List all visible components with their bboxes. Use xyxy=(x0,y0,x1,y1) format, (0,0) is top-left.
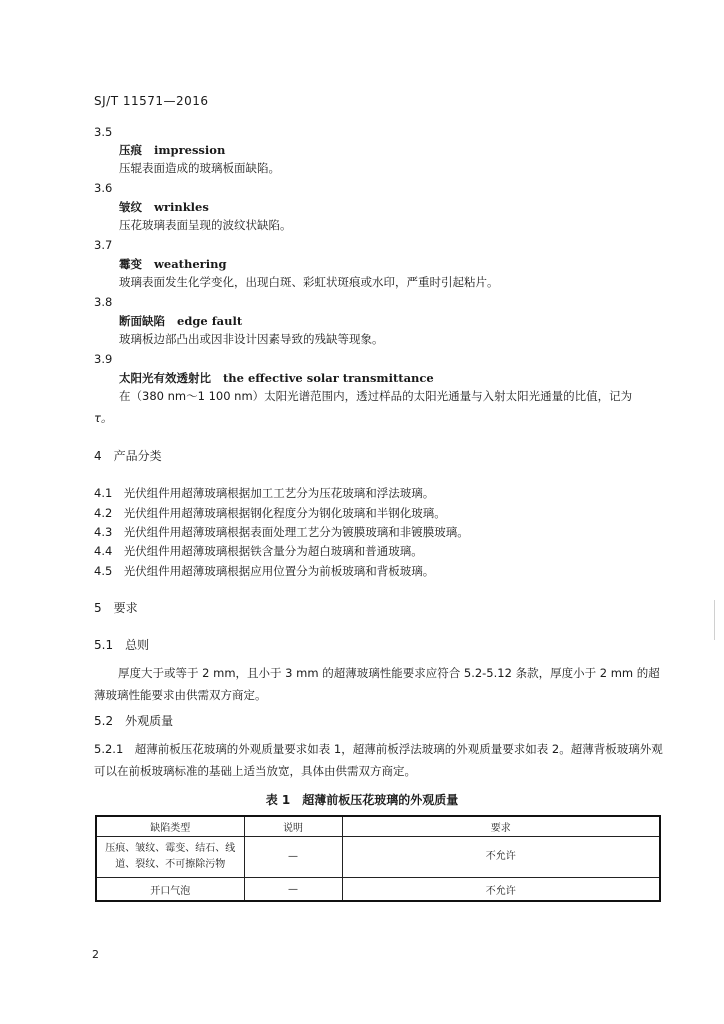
subsection-heading: 5.2 外观质量 xyxy=(94,714,174,728)
paragraph: 5.2.1 超薄前板压花玻璃的外观质量要求如表 1，超薄前板浮法玻璃的外观质量要求如表 2。超薄背板玻璃外观可以在前板玻璃标准的基础上适当放宽，具体由供需双方商定。 xyxy=(94,742,663,778)
term-definition: 在（380 nm～1 100 nm）太阳光谱范围内，透过样品的太阳光通量与入射太阳光通量的比值，记为 xyxy=(119,389,633,403)
term-heading xyxy=(119,370,679,386)
term-zh: 霉变 xyxy=(119,257,142,271)
scan-edge-mark xyxy=(714,600,715,640)
term-definition: 玻璃板边部凸出或因非设计因素导致的残缺等现象。 xyxy=(119,332,384,346)
term-heading xyxy=(119,256,679,272)
column-header: 要求 xyxy=(342,816,660,837)
term-en: the effective solar transmittance xyxy=(223,371,434,385)
section-heading: 4 产品分类 xyxy=(94,449,162,463)
table-header-row xyxy=(96,816,660,837)
table-cell: — xyxy=(244,878,342,902)
table-cell: 开口气泡 xyxy=(96,878,244,902)
term-en: impression xyxy=(154,143,226,157)
term-zh: 皱纹 xyxy=(119,200,142,214)
table-row xyxy=(96,837,660,878)
term-heading xyxy=(119,142,679,158)
term-zh: 太阳光有效透射比 xyxy=(119,371,211,385)
term-number: 3.6 xyxy=(94,181,113,195)
term-zh: 断面缺陷 xyxy=(119,314,165,328)
list-item: 4.3 光伏组件用超薄玻璃根据表面处理工艺分为镀膜玻璃和非镀膜玻璃。 xyxy=(94,525,469,539)
list-item: 4.2 光伏组件用超薄玻璃根据钢化程度分为钢化玻璃和半钢化玻璃。 xyxy=(94,506,446,520)
term-zh: 压痕 xyxy=(119,143,142,157)
term-definition: 压花玻璃表面呈现的波纹状缺陷。 xyxy=(119,218,292,232)
term-heading xyxy=(119,313,679,329)
term-number: 3.5 xyxy=(94,125,113,139)
paragraph: 厚度大于或等于 2 mm，且小于 3 mm 的超薄玻璃性能要求应符合 5.2-5.12 条款，厚度小于 2 mm 的超薄玻璃性能要求由供需双方商定。 xyxy=(94,666,660,702)
term-en: wrinkles xyxy=(154,200,209,214)
list-item: 4.4 光伏组件用超薄玻璃根据铁含量分为超白玻璃和普通玻璃。 xyxy=(94,544,423,558)
term-en: edge fault xyxy=(177,314,243,328)
column-header: 缺陷类型 xyxy=(96,816,244,837)
term-number: 3.9 xyxy=(94,352,113,366)
term-definition: 压辊表面造成的玻璃板面缺陷。 xyxy=(119,161,280,175)
term-number: 3.7 xyxy=(94,238,113,252)
table-cell: — xyxy=(244,837,342,878)
page-number: 2 xyxy=(92,948,99,961)
table-row xyxy=(96,878,660,902)
term-number: 3.8 xyxy=(94,295,113,309)
list-item: 4.5 光伏组件用超薄玻璃根据应用位置分为前板玻璃和背板玻璃。 xyxy=(94,564,435,578)
table-cell: 压痕、皱纹、霉变、结石、线道、裂纹、不可擦除污物 xyxy=(96,837,244,878)
term-en: weathering xyxy=(154,257,227,271)
list-item: 4.1 光伏组件用超薄玻璃根据加工工艺分为压花玻璃和浮法玻璃。 xyxy=(94,486,435,500)
table-cell: 不允许 xyxy=(342,837,660,878)
appearance-quality-table xyxy=(95,815,661,902)
term-heading xyxy=(119,199,679,215)
table-caption: 表 1 超薄前板压花玻璃的外观质量 xyxy=(265,793,459,807)
term-definition: 玻璃表面发生化学变化，出现白斑、彩虹状斑痕或水印，严重时引起粘片。 xyxy=(119,275,499,289)
table-cell: 不允许 xyxy=(342,878,660,902)
section-heading: 5 要求 xyxy=(94,601,138,615)
standard-number: SJ/T 11571—2016 xyxy=(94,94,209,108)
term-definition-symbol: τ。 xyxy=(94,411,113,425)
column-header: 说明 xyxy=(244,816,342,837)
subsection-heading: 5.1 总则 xyxy=(94,638,150,652)
